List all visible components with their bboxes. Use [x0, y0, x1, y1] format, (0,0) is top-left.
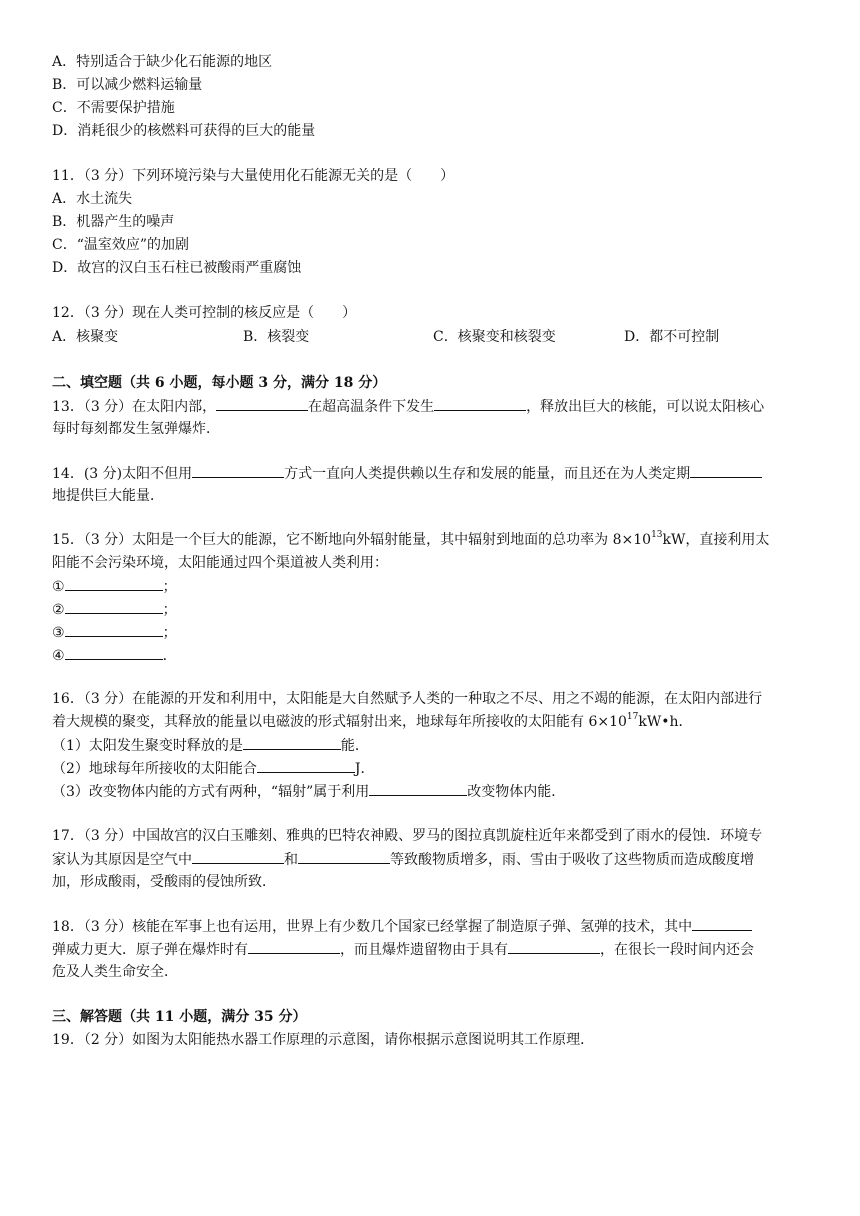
q16-sub3-text-b: 改变物体内能．: [467, 784, 566, 800]
q16-blank-3[interactable]: [369, 781, 467, 796]
q19-stem: 19．（2 分）如图为太阳能热水器工作原理的示意图，请你根据示意图说明其工作原理．: [52, 1032, 595, 1048]
q13-text-c: ，释放出巨大的核能，可以说太阳核心: [526, 399, 765, 415]
q17-blank-1[interactable]: [192, 849, 284, 864]
q10-option-b: B．可以减少燃料运输量: [52, 77, 203, 93]
q18-text-a: 18．（3 分）核能在军事上也有运用，世界上有少数几个国家已经掌握了制造原子弹、氢弹的技术，其中: [52, 919, 693, 935]
q16-sub2-text-a: （2）地球每年所接收的太阳能合: [52, 761, 257, 777]
q15-sep-3: ；: [162, 625, 177, 641]
q11-stem: 11．（3 分）下列环境污染与大量使用化石能源无关的是（ ）: [52, 168, 455, 184]
q12-stem: 12．（3 分）现在人类可控制的核反应是（ ）: [52, 305, 357, 321]
q15-line1: [52, 530, 769, 550]
q17-line1: 17．（3 分）中国故宫的汉白玉雕刻、雅典的巴特农神殿、罗马的图拉真凯旋柱近年来都受到了雨水的侵蚀．环境专: [52, 828, 763, 844]
q17-text-a: 家认为其原因是空气中: [52, 852, 192, 868]
q16-sub3-text-a: （3）改变物体内能的方式有两种，“辐射”属于利用: [52, 784, 370, 800]
section2-title: 二、填空题（共 6 小题，每小题 3 分，满分 18 分）: [52, 375, 387, 391]
q11-option-b: B．机器产生的噪声: [52, 214, 175, 230]
q15-text-b: kW，直接利用太: [662, 532, 770, 548]
section3-title: 三、解答题（共 11 小题，满分 35 分）: [52, 1009, 307, 1025]
q10-option-d: D．消耗很少的核燃料可获得的巨大的能量: [52, 123, 316, 139]
q16-sub1-text-a: （1）太阳发生聚变时释放的是: [52, 738, 243, 754]
q16-sub2: [52, 758, 375, 779]
q16-sub1: [52, 735, 369, 756]
q15-item-3: [52, 622, 177, 643]
q16-exponent: 17: [626, 712, 639, 722]
q17-line3: 加，形成酸雨，受酸雨的侵蚀所致．: [52, 874, 276, 890]
q15-sep-4: ．: [162, 648, 177, 664]
q11-option-c: C．“温室效应”的加剧: [52, 237, 190, 253]
q15-marker-2: ②: [52, 602, 65, 618]
q16-sub2-text-b: J．: [354, 761, 375, 777]
q15-marker-3: ③: [52, 625, 65, 641]
q18-blank-3[interactable]: [508, 939, 600, 954]
q15-blank-4[interactable]: [65, 645, 163, 660]
q16-line2: [52, 712, 693, 732]
q10-option-a: A．特别适合于缺少化石能源的地区: [52, 54, 273, 70]
q17-line2: [52, 849, 754, 870]
q11-option-d: D．故宫的汉白玉石柱已被酸雨严重腐蚀: [52, 260, 302, 276]
q12-option-c: C．核聚变和核裂变: [433, 329, 556, 345]
q18-blank-1[interactable]: [692, 916, 752, 931]
q16-text-a: 着大规模的聚变，其释放的能量以电磁波的形式辐射出来，地球每年所接收的太阳能有 6×10: [52, 714, 627, 730]
q15-marker-1: ①: [52, 579, 65, 595]
q16-sub1-text-b: 能．: [340, 738, 369, 754]
q18-line2: [52, 939, 754, 960]
q11-option-a: A．水土流失: [52, 191, 133, 207]
q15-blank-2[interactable]: [65, 599, 163, 614]
q13-line2: 每时每刻都发生氢弹爆炸．: [52, 421, 220, 437]
q15-exponent: 13: [651, 530, 663, 540]
q18-text-c: ，而且爆炸遗留物由于具有: [340, 942, 508, 958]
q18-blank-2[interactable]: [248, 939, 340, 954]
q14-text-b: 方式一直向人类提供赖以生存和发展的能量，而且还在为人类定期: [284, 466, 691, 482]
q14-line2: 地提供巨大能量．: [52, 488, 164, 504]
q18-line1: [52, 916, 752, 937]
q16-sub3: [52, 781, 565, 802]
q16-text-b: kW•h．: [638, 714, 693, 730]
q18-text-b: 弹威力更大．原子弹在爆炸时有: [52, 942, 248, 958]
q16-line1: 16．（3 分）在能源的开发和利用中，太阳能是大自然赋予人类的一种取之不尽、用之不竭的能源，在太阳内部进行: [52, 691, 763, 707]
q15-marker-4: ④: [52, 648, 65, 664]
q12-option-b: B．核裂变: [243, 329, 310, 345]
q14-blank-2[interactable]: [690, 463, 762, 478]
q13-blank-1[interactable]: [216, 396, 308, 411]
q15-blank-1[interactable]: [65, 576, 163, 591]
q17-blank-2[interactable]: [298, 849, 390, 864]
q16-blank-2[interactable]: [257, 758, 355, 773]
q16-blank-1[interactable]: [243, 735, 341, 750]
q17-text-c: 等致酸物质增多，雨、雪由于吸收了这些物质而造成酸度增: [390, 852, 754, 868]
q12-option-d: D．都不可控制: [624, 329, 720, 345]
q13-blank-2[interactable]: [434, 396, 526, 411]
q18-text-d: ，在很长一段时间内还会: [600, 942, 754, 958]
q15-sep-1: ；: [162, 579, 177, 595]
q13-text-b: 在超高温条件下发生: [308, 399, 435, 415]
q14-line1: [52, 463, 762, 484]
q13-text-a: 13．（3 分）在太阳内部，: [52, 399, 217, 415]
q13-line1: [52, 396, 764, 417]
q14-text-a: 14．(3 分)太阳不但用: [52, 466, 193, 482]
q17-text-b: 和: [284, 852, 298, 868]
q15-blank-3[interactable]: [65, 622, 163, 637]
q15-item-2: [52, 599, 177, 620]
q18-line3: 危及人类生命安全．: [52, 964, 178, 980]
q14-blank-1[interactable]: [192, 463, 284, 478]
q10-option-c: C．不需要保护措施: [52, 100, 175, 116]
q12-option-a: A．核聚变: [52, 329, 119, 345]
q15-text-a: 15．（3 分）太阳是一个巨大的能源，它不断地向外辐射能量，其中辐射到地面的总功率为 8×10: [52, 532, 652, 548]
q15-item-4: [52, 645, 177, 666]
q15-line2: 阳能不会污染环境，太阳能通过四个渠道被人类利用：: [52, 555, 388, 571]
q15-item-1: [52, 576, 177, 597]
q15-sep-2: ；: [162, 602, 177, 618]
